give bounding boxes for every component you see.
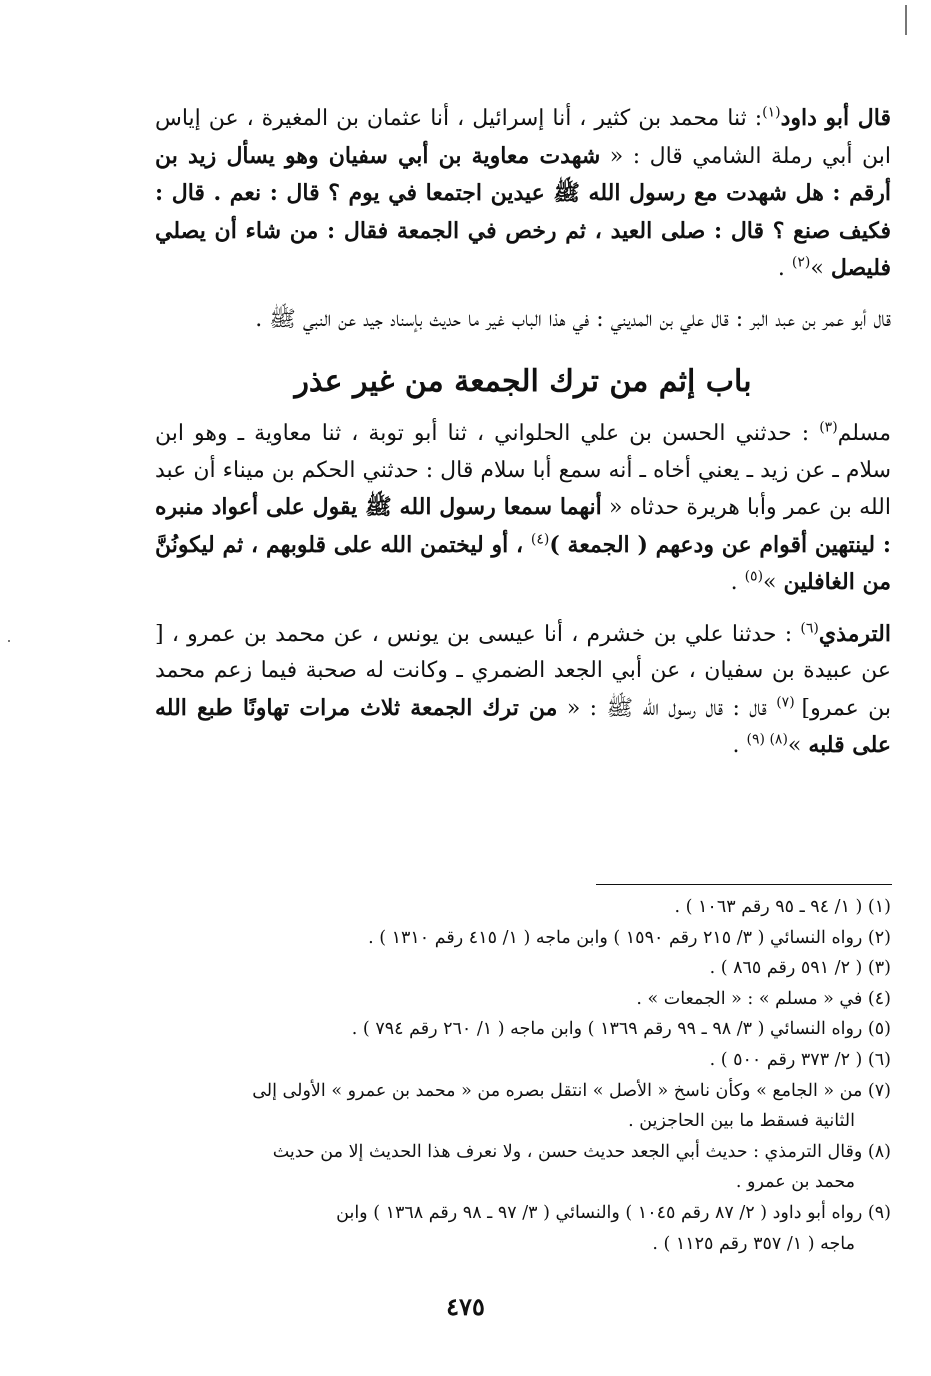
page-number: ٤٧٥: [446, 1292, 485, 1321]
paragraph-muslim: [155, 416, 891, 602]
scan-dot: [8, 640, 10, 642]
footnote-7: (٧) من « الجامع » وكأن ناسخ « الأصل » انتقل بصره من « محمد بن عمرو » الأولى إلى: [252, 1080, 891, 1101]
paragraph-tirmidhi: [155, 616, 891, 765]
quote-close: »: [787, 733, 809, 758]
footnote-5: (٥) رواه النسائي ( ٣/ ٩٨ ـ ٩٩ رقم ١٣٦٩ ) وابن ماجه ( ١/ ٢٦٠ رقم ٧٩٤ ) .: [351, 1019, 891, 1040]
scan-edge-mark: [905, 5, 907, 35]
footnote-ref: (٧): [776, 694, 802, 711]
hadith-text: ، أو ليختمن الله على قلوبهم ، ثم ليكونُنَّ من الغافلين: [155, 531, 891, 595]
period: .: [777, 256, 792, 281]
period: .: [730, 570, 745, 595]
footnote-ref: (٤): [530, 531, 550, 548]
footnote-9: (٩) رواه أبو داود ( ٢/ ٨٧ رقم ١٠٤٥ ) والنسائي ( ٣/ ٩٧ ـ ٩٨ رقم ١٣٦٨ ) وابن: [336, 1202, 891, 1223]
quote-close: »: [810, 256, 831, 281]
footnote-ref: (٦): [800, 620, 819, 637]
isnad-text: : ثنا محمد بن كثير ، أنا إسرائيل ، أنا عثمان بن المغيرة ، عن إياس ابن أبي رملة الشامي قال : «: [155, 106, 891, 169]
footnote-6: (٦) ( ٢/ ٣٧٣ رقم ٥٠٠ ) .: [709, 1049, 891, 1070]
footnote-3: (٣) ( ٢/ ٥٩١ رقم ٨٦٥ ) .: [709, 958, 891, 979]
quote-close: »: [763, 570, 784, 595]
hadith-text: من ترك الجمعة ثلاث مرات تهاونًا طبع الله على قلبه: [155, 694, 891, 758]
footnote-ref: (٢): [791, 254, 811, 271]
paragraph-ibn-abd-al-barr: قال أبو عمر بن عبد البر : قال علي بن المديني : في هذا الباب غير ما حديث بإسناد جيد عن النبي ﷺ .: [255, 306, 891, 332]
footnote-2: (٢) رواه النسائي ( ٣/ ٢١٥ رقم ١٥٩٠ ) وابن ماجه ( ١/ ٤١٥ رقم ١٣١٠ ) .: [368, 927, 891, 948]
isnad-text: : حدثنا علي بن خشرم ، أنا عيسى بن يونس ، عن محمد بن عمرو ، [ عن عبيدة بن سفيان ، عن أبي الجعد الضمري ـ وكانت له صحبة فيما زعم محمد بن عمرو]: [155, 621, 891, 721]
source-name: قال أبو داود: [780, 105, 891, 131]
period: .: [732, 733, 747, 758]
hadith-text: شهدت معاوية بن أبي سفيان وهو يسأل زيد بن أرقم : هل شهدت مع رسول الله ﷺ عيدين اجتمعا في يوم ؟ قال : نعم . قال : فكيف صنع ؟ قال : صلى العيد ، ثم رخص في الجمعة فقال : من شاء أن يصلي فليصل: [155, 142, 891, 281]
isnad-text: قال : قال رسول الله ﷺ : «: [557, 695, 777, 721]
footnotes: [155, 892, 891, 1259]
footnote-ref: (١): [762, 104, 781, 121]
footnote-8: (٨) وقال الترمذي : حديث أبي الجعد حديث حسن ، ولا نعرف هذا الحديث إلا من حديث: [272, 1141, 891, 1162]
page-body: [155, 100, 891, 765]
footnote-7-continued: الثانية فسقط ما بين الحاجزين .: [628, 1111, 855, 1132]
footnote-1: (١) ( ١/ ٩٤ ـ ٩٥ رقم ١٠٦٣ ) .: [674, 897, 891, 917]
footnote-ref: (٨) (٩): [746, 731, 788, 748]
paragraph-abu-dawud: [155, 100, 891, 288]
footnote-4: (٤) في « مسلم » : « الجمعات » .: [636, 988, 891, 1009]
footnote-ref: (٥): [744, 568, 764, 585]
chapter-heading: باب إثم من ترك الجمعة من غير عذر: [294, 364, 752, 399]
isnad-text: : حدثني الحسن بن علي الحلواني ، ثنا أبو توبة ، ثنا معاوية ـ وهو ابن سلام ـ عن زيد ـ يعني أخاه ـ أنه سمع أبا سلام قال : حدثني الحكم بن ميناء أن عبد الله بن عمر وأبا هريرة حدثاه «: [155, 421, 892, 520]
footnote-divider: [596, 884, 892, 885]
footnote-ref: (٣): [819, 419, 838, 436]
source-name: مسلم: [837, 421, 891, 446]
source-name: الترمذي: [818, 620, 891, 647]
footnote-9-continued: ماجه ( ١/ ٣٥٧ رقم ١١٢٥ ) .: [652, 1233, 855, 1254]
hadith-text: أنهما سمعا رسول الله ﷺ يقول على أعواد منبره : لينتهين أقوام عن ودعهم ( الجمعة ): [155, 494, 891, 558]
footnote-8-continued: محمد بن عمرو .: [735, 1172, 855, 1193]
